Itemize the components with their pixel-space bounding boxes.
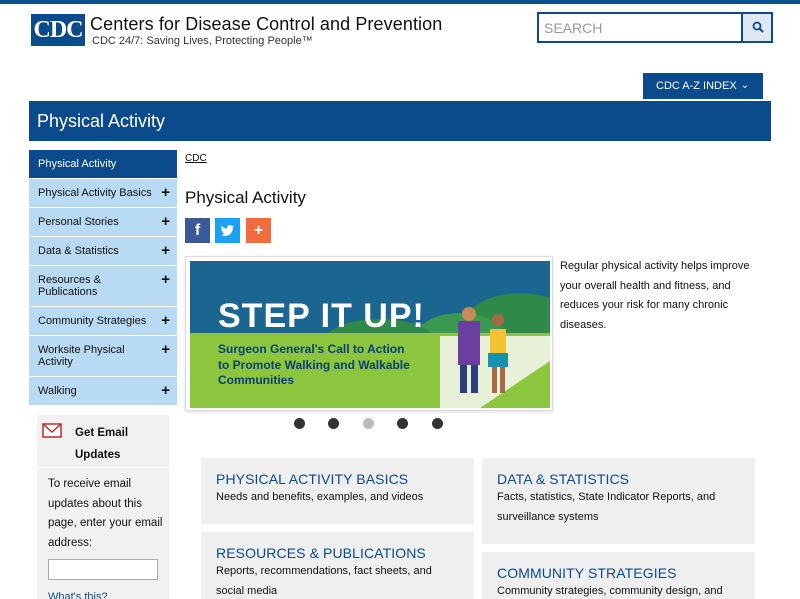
card-community-strategies[interactable] xyxy=(482,552,755,599)
hero-headline: STEP IT UP! xyxy=(218,297,425,335)
plus-icon[interactable]: + xyxy=(161,184,170,201)
cdc-logo[interactable] xyxy=(31,14,85,46)
add-share-button[interactable] xyxy=(246,218,271,243)
sidebar-item-label: Resources & Publications xyxy=(38,274,101,298)
chevron-down-icon: ⌄ xyxy=(740,80,749,91)
email-updates-text: To receive email updates about this page, enter your email address: xyxy=(48,478,163,549)
card-title[interactable]: DATA & STATISTICS xyxy=(497,471,630,487)
card-physical-activity-basics[interactable] xyxy=(201,458,474,524)
sidebar-item-community-strategies[interactable] xyxy=(29,307,177,336)
card-description: Reports, recommendations, fact sheets, and social media xyxy=(216,565,432,597)
email-updates-title: Get Email Updates xyxy=(75,427,129,461)
top-accent-bar xyxy=(0,0,800,4)
sidebar-item-label: Physical Activity xyxy=(38,158,117,170)
plus-icon[interactable]: + xyxy=(161,213,170,230)
card-title[interactable]: PHYSICAL ACTIVITY BASICS xyxy=(216,471,409,487)
whats-this-link[interactable]: What's this? xyxy=(48,591,108,599)
card-resources-publications[interactable] xyxy=(201,532,474,599)
divider xyxy=(37,467,169,468)
card-description: Community strategies, community design, and xyxy=(497,585,723,597)
plus-icon[interactable]: + xyxy=(161,341,170,358)
intro-text: Regular physical activity helps improve your overall health and fitness, and reduces your risk for many chronic diseases. xyxy=(560,260,750,331)
hero-subtitle: Surgeon General's Call to Action to Promote Walking and Walkable Communities xyxy=(218,342,410,387)
section-title: Physical Activity xyxy=(37,111,166,131)
search-button[interactable] xyxy=(741,14,771,41)
plus-icon: + xyxy=(253,222,264,239)
twitter-icon xyxy=(215,218,240,243)
email-field[interactable] xyxy=(48,559,158,580)
page-title-bar xyxy=(29,101,771,141)
sidebar-item-label: Walking xyxy=(38,385,77,397)
plus-icon[interactable]: + xyxy=(161,242,170,259)
sidebar-item-personal-stories[interactable] xyxy=(29,208,177,237)
sidebar-item-physical-activity[interactable] xyxy=(29,150,177,179)
sidebar-item-label: Physical Activity Basics xyxy=(38,187,152,199)
hero-carousel-slide[interactable] xyxy=(185,256,553,411)
az-index-button[interactable] xyxy=(643,73,763,99)
envelope-icon xyxy=(42,421,62,439)
card-data-statistics[interactable] xyxy=(482,458,755,544)
sidebar-item-data-statistics[interactable] xyxy=(29,237,177,266)
facebook-share-button[interactable] xyxy=(185,218,210,243)
az-index-label: CDC A-Z INDEX xyxy=(656,80,737,92)
carousel-dot[interactable] xyxy=(397,418,408,429)
sidebar-item-label: Data & Statistics xyxy=(38,245,119,257)
sidebar-item-label: Worksite Physical Activity xyxy=(38,344,125,368)
card-title[interactable]: RESOURCES & PUBLICATIONS xyxy=(216,545,426,561)
tagline: CDC 24/7: Saving Lives, Protecting People™ xyxy=(92,35,313,47)
search-icon xyxy=(752,21,764,33)
carousel-dot[interactable] xyxy=(432,418,443,429)
plus-icon[interactable]: + xyxy=(161,382,170,399)
search-input[interactable] xyxy=(539,14,743,41)
sidebar-item-label: Community Strategies xyxy=(38,315,147,327)
sidebar-item-physical-activity-basics[interactable] xyxy=(29,179,177,208)
sidebar-nav xyxy=(29,150,177,406)
facebook-icon: f xyxy=(194,222,201,239)
org-name[interactable]: Centers for Disease Control and Prevention xyxy=(90,14,443,34)
sidebar-item-label: Personal Stories xyxy=(38,216,119,228)
logo-text: CDC xyxy=(33,17,83,43)
carousel-dot-active[interactable] xyxy=(363,418,374,429)
card-description: Needs and benefits, examples, and videos xyxy=(216,491,424,503)
page-title: Physical Activity xyxy=(185,188,306,207)
sidebar-item-worksite-physical-activity[interactable] xyxy=(29,336,177,377)
card-title[interactable]: COMMUNITY STRATEGIES xyxy=(497,565,677,581)
card-description: Facts, statistics, State Indicator Reports, and surveillance systems xyxy=(497,491,716,523)
plus-icon[interactable]: + xyxy=(161,312,170,329)
email-updates-box xyxy=(37,415,169,599)
carousel-dot[interactable] xyxy=(328,418,339,429)
carousel-dot[interactable] xyxy=(294,418,305,429)
twitter-share-button[interactable] xyxy=(215,218,240,243)
sidebar-item-walking[interactable] xyxy=(29,377,177,406)
sidebar-item-resources-publications[interactable] xyxy=(29,266,177,307)
plus-icon[interactable]: + xyxy=(161,271,170,288)
search-box xyxy=(537,12,773,43)
breadcrumb[interactable]: CDC xyxy=(185,153,207,164)
